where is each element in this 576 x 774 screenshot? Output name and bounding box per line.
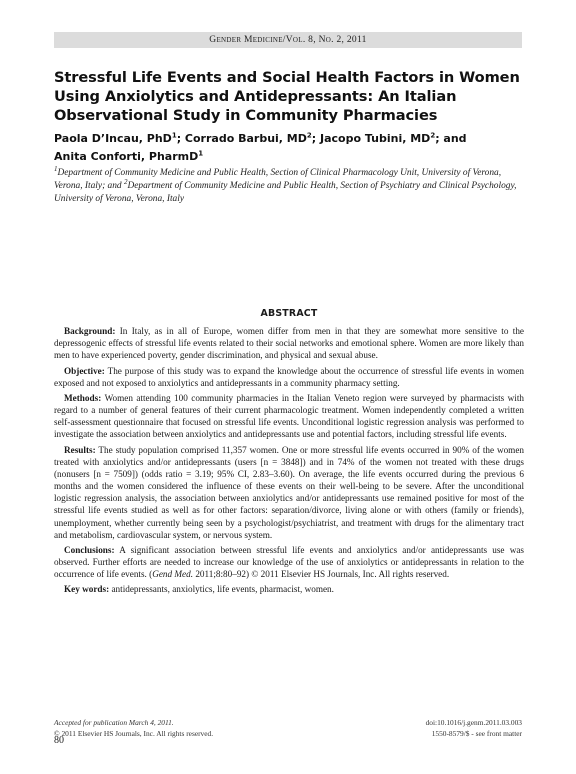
doi-link[interactable]: doi:10.1016/j.genm.2011.03.003 xyxy=(425,718,522,727)
author-affiliation-mark: 1 xyxy=(171,131,177,140)
section-text: 2011;8:80–92) © 2011 Elsevier HS Journals, Inc. All rights reserved. xyxy=(193,569,450,580)
author-name: Jacopo Tubini, MD xyxy=(320,132,431,145)
author-affiliation-mark: 1 xyxy=(198,149,204,158)
article-title: Stressful Life Events and Social Health Factors in Women Using Anxiolytics and Antidepressants: An Italian Observational Study in Community Pharmacies xyxy=(54,69,520,124)
author-name: Corrado Barbui, MD xyxy=(184,132,307,145)
author-separator: ; and xyxy=(435,132,467,145)
abstract-results xyxy=(54,444,524,541)
journal-abbrev: Gend Med. xyxy=(152,569,194,580)
abstract xyxy=(54,308,524,598)
author-list xyxy=(54,130,524,166)
footer-left xyxy=(54,717,314,739)
section-text: Women attending 100 community pharmacies in the Italian Veneto region were surveyed by pharmacists with regard to a number of general features of their current pharmacologic treatment. Women independently completed a written self-assessment questionnaire that focused on stressful life events. Unconditional logistic regression analysis was performed to investigate the association between anxiolytics and antidepressants use and potential factors, including stressful life events. xyxy=(54,392,524,440)
author-separator: ; xyxy=(311,132,320,145)
section-label: Conclusions: xyxy=(64,544,115,555)
affiliation-mark: 2 xyxy=(123,177,128,186)
section-text: A significant association between stressful life events and anxiolytics and/or antidepressants use was observed. Further efforts are needed to increase our knowledge of the use of anxiolytics or antidepressants in relation to the occurrence of life events. ( xyxy=(54,544,524,580)
accepted-date: Accepted for publication March 4, 2011. xyxy=(54,718,174,727)
abstract-objective xyxy=(54,365,524,389)
section-label: Methods: xyxy=(64,392,102,403)
section-text: In Italy, as in all of Europe, women differ from men in that they are somewhat more sensitive to the depressogenic effects of stressful life events related to their social networks and emotional sphere. Women are more likely than men to have experienced poverty, gender discrimination, and physical and sexual abuse. xyxy=(54,326,524,361)
author-affiliation-mark: 2 xyxy=(306,131,312,140)
section-label: Key words: xyxy=(64,584,110,595)
affiliation-text: Department of Community Medicine and Public Health, Section of Psychiatry and Clinical Psychology, University of Verona, Verona, Italy xyxy=(54,181,517,204)
author-separator: ; xyxy=(176,132,185,145)
affiliation-text: Department of Community Medicine and Public Health, Section of Clinical Pharmacology Unit, University of Verona, Verona, Italy; and xyxy=(54,168,502,191)
author-affiliation-mark: 2 xyxy=(430,131,436,140)
abstract-background xyxy=(54,325,524,361)
section-label: Objective: xyxy=(64,365,105,376)
author-name: Anita Conforti, PharmD xyxy=(54,150,199,163)
section-text: The study population comprised 11,357 women. One or more stressful life events occurred in 90% of the women treated with anxiolytics and/or antidepressants (users [n = 3848]) and in 74% of the women not treated with these drugs (nonusers [n = 7509]) (odds ratio = 3.19; 95% CI, 2.83–3.60). On average, the life events occurred during the previous 6 months and the women considered the influence of these events on their well-being to be severe. After the unconditional logistic regression analysis, the association between anxiolytics and/or antidepressants use remained positive for most of the stressful life events studied as well as for other factors: separation/divorce, living alone or with others (family or friends), unemployment, whether currently being seen by a psychologist/psychiatrist, and treatment with drugs for the alimentary tract and metabolism, cardiovascular system, or nervous system. xyxy=(54,444,525,540)
abstract-conclusions xyxy=(54,544,524,580)
section-label: Background: xyxy=(64,326,116,337)
section-label: Results: xyxy=(64,444,96,455)
section-text: The purpose of this study was to expand the knowledge about the occurrence of stressful life events in women exposed and not exposed to anxiolytics and antidepressants in a community pharmacy setting. xyxy=(54,365,524,388)
abstract-methods xyxy=(54,392,524,441)
copyright-notice: © 2011 Elsevier HS Journals, Inc. All rights reserved. xyxy=(54,729,214,738)
abstract-keywords xyxy=(54,583,524,595)
issn-line: 1550-8579/$ - see front matter xyxy=(431,729,522,738)
page-number: 80 xyxy=(54,735,64,746)
author-name: Paola D’Incau, PhD xyxy=(54,132,172,145)
keywords-text: antidepressants, anxiolytics, life events, pharmacist, women. xyxy=(111,584,334,595)
footer-right xyxy=(302,717,522,739)
abstract-heading: ABSTRACT xyxy=(260,308,318,319)
affiliation-mark: 1 xyxy=(54,164,58,173)
affiliations xyxy=(54,164,524,206)
running-header: Gender Medicine/Vol. 8, No. 2, 2011 xyxy=(54,32,522,48)
